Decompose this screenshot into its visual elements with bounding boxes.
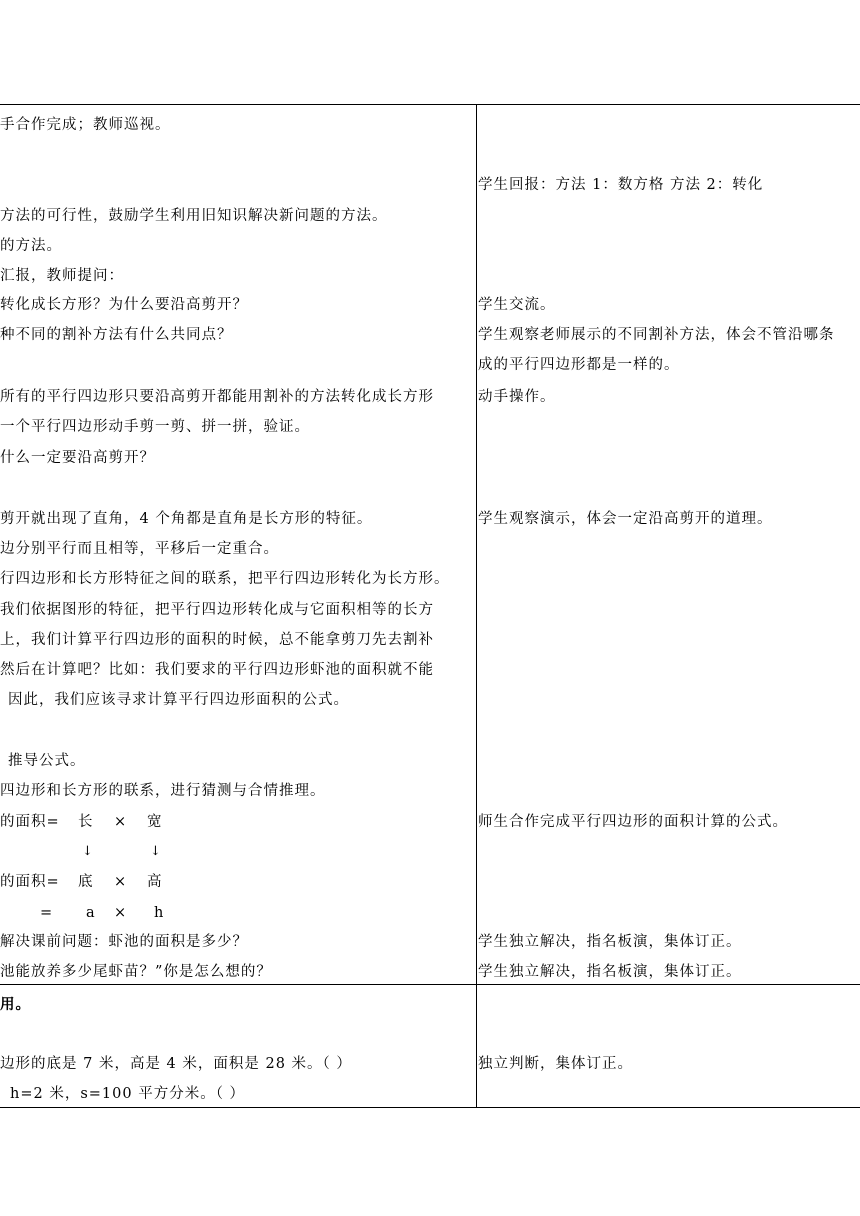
student-activity: 学生独立解决，指名板演，集体订正。: [478, 964, 742, 980]
text-line: 剪开就出现了直角，4 个角都是直角是长方形的特征。: [0, 511, 373, 527]
formula-label-parallelogram: 的面积=: [0, 874, 60, 890]
student-activity: 学生观察演示，体会一定沿高剪开的道理。: [478, 511, 773, 527]
formula-operator: ×: [114, 905, 128, 921]
text-line: 然后在计算吧？比如：我们要求的平行四边形虾池的面积就不能: [0, 662, 434, 678]
text-line: 种不同的割补方法有什么共同点？: [0, 327, 233, 343]
formula-term: 高: [147, 874, 163, 890]
text-line: 所有的平行四边形只要沿高剪开都能用割补的方法转化成长方形: [0, 389, 434, 405]
student-activity: 成的平行四边形都是一样的。: [478, 357, 680, 373]
down-arrow-icon: ↓: [82, 844, 93, 859]
text-line: 什么一定要沿高剪开？: [0, 450, 155, 466]
text-line: 我们依据图形的特征，把平行四边形转化成与它面积相等的长方: [0, 602, 434, 618]
text-line: 行四边形和长方形特征之间的联系，把平行四边形转化为长方形。: [0, 571, 450, 587]
formula-operator: ×: [114, 874, 128, 890]
student-activity: 师生合作完成平行四边形的面积计算的公式。: [478, 814, 788, 830]
table-top-border: [0, 104, 860, 105]
formula-equals: =: [40, 905, 54, 921]
text-line: 的方法。: [0, 238, 62, 254]
text-line: 手合作完成；教师巡视。: [0, 117, 171, 133]
text-line: 转化成长方形？为什么要沿高剪开？: [0, 297, 248, 313]
formula-term: 宽: [147, 814, 163, 830]
text-line: 上，我们计算平行四边形的面积的时候，总不能拿剪刀先去割补: [0, 632, 434, 648]
formula-term: a: [86, 905, 96, 921]
student-activity: 学生交流。: [478, 297, 556, 313]
formula-term: 底: [78, 874, 94, 890]
text-line: 方法的可行性，鼓励学生利用旧知识解决新问题的方法。: [0, 208, 388, 224]
formula-operator: ×: [114, 814, 128, 830]
student-activity: 学生回报：方法 1：数方格 方法 2：转化: [478, 177, 764, 193]
student-activity: 独立判断，集体订正。: [478, 1056, 633, 1072]
student-activity: 学生独立解决，指名板演，集体订正。: [478, 934, 742, 950]
row-divider: [0, 984, 860, 985]
down-arrow-icon: ↓: [150, 844, 161, 859]
text-line: 一个平行四边形动手剪一剪、拼一拼，验证。: [0, 419, 310, 435]
text-line: 汇报，教师提问：: [0, 268, 124, 284]
column-divider: [476, 104, 477, 1108]
exercise-line: 边形的底是 7 米，高是 4 米，面积是 28 米。（ ）: [0, 1056, 352, 1072]
text-line: 边分别平行而且相等，平移后一定重合。: [0, 541, 279, 557]
text-line: 四边形和长方形的联系，进行猜测与合情推理。: [0, 783, 326, 799]
student-activity: 动手操作。: [478, 389, 556, 405]
table-bottom-border: [0, 1107, 860, 1108]
student-activity: 学生观察老师展示的不同割补方法，体会不管沿哪条: [478, 327, 835, 343]
text-line: 推导公式。: [8, 753, 86, 769]
formula-label-rectangle: 的面积=: [0, 814, 60, 830]
exercise-line: h=2 米，s=100 平方分米。（ ）: [10, 1086, 246, 1102]
text-line: 因此，我们应该寻求计算平行四边形面积的公式。: [8, 692, 349, 708]
formula-term: h: [154, 905, 165, 921]
section-heading: 用。: [0, 996, 31, 1013]
text-line: 池能放养多少尾虾苗？”你是怎么想的？: [0, 964, 272, 980]
formula-term: 长: [78, 814, 94, 830]
text-line: 解决课前问题：虾池的面积是多少？: [0, 934, 248, 950]
